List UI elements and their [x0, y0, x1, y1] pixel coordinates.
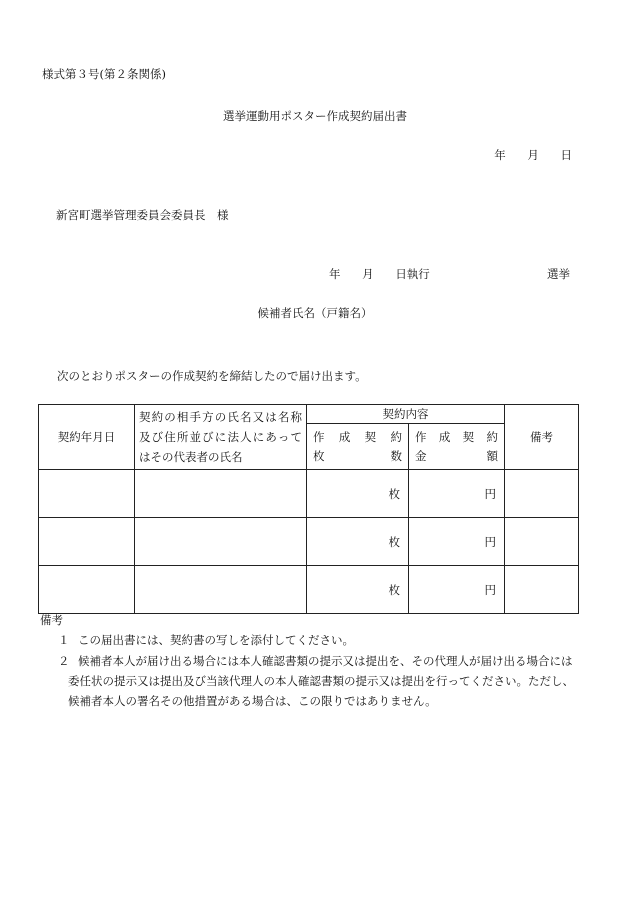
- cell-remarks[interactable]: [505, 470, 579, 518]
- cell-remarks[interactable]: [505, 566, 579, 614]
- table-row: [39, 566, 579, 614]
- election-held-label: 日執行: [395, 267, 430, 281]
- cell-count[interactable]: 枚: [307, 566, 409, 614]
- header-count: [307, 424, 409, 470]
- addressee: 新宮町選挙管理委員会委員長 様: [56, 208, 229, 222]
- remarks-note-2-line-3: 候補者本人の署名その他措置がある場合は、この限りではありません。: [68, 694, 437, 708]
- cell-contract-party[interactable]: [135, 518, 307, 566]
- cell-amount[interactable]: 円: [409, 566, 505, 614]
- cell-amount[interactable]: 円: [409, 470, 505, 518]
- cell-contract-date[interactable]: [39, 470, 135, 518]
- header-amount-char: 額: [486, 448, 498, 463]
- header-count-char: 数: [390, 448, 402, 463]
- cell-contract-party[interactable]: [135, 470, 307, 518]
- note-text: この届出書には、契約書の写しを添付してください。: [78, 633, 354, 647]
- remarks-note-2-line-2: 委任状の提示又は提出及び当該代理人の本人確認書類の提示又は提出を行ってください。ただし、: [68, 674, 574, 688]
- cell-count[interactable]: 枚: [307, 518, 409, 566]
- submission-date: [476, 147, 572, 163]
- header-party-line: 及び住所並びに法人にあって: [139, 430, 302, 444]
- cell-contract-party[interactable]: [135, 566, 307, 614]
- header-count-char: 枚: [313, 448, 325, 463]
- date-day-label: 日: [560, 148, 572, 162]
- remarks-heading: 備考: [40, 613, 63, 627]
- cell-count[interactable]: 枚: [307, 470, 409, 518]
- date-month-label: 月: [527, 148, 539, 162]
- date-year-label: 年: [494, 148, 506, 162]
- note-number: ２: [58, 654, 70, 668]
- header-party-line: 契約の相手方の氏名又は名称: [139, 410, 302, 424]
- header-contract-content: 契約内容: [307, 405, 505, 424]
- candidate-name-label: 候補者氏名（戸籍名）: [257, 306, 373, 320]
- election-suffix: 選挙: [547, 267, 570, 281]
- cell-remarks[interactable]: [505, 518, 579, 566]
- remarks-note-2: [58, 651, 573, 671]
- header-contract-date: 契約年月日: [39, 405, 135, 470]
- header-count-top: 作成契約: [313, 429, 402, 444]
- contract-table: [38, 404, 579, 614]
- cell-amount[interactable]: 円: [409, 518, 505, 566]
- header-party-line: はその代表者の氏名: [139, 450, 243, 464]
- cell-contract-date[interactable]: [39, 566, 135, 614]
- table-row: [39, 518, 579, 566]
- document-title: 選挙運動用ポスター作成契約届出書: [223, 109, 407, 123]
- election-date: [329, 266, 430, 282]
- note-text: 候補者本人が届け出る場合には本人確認書類の提示又は提出を、その代理人が届け出る場合には: [78, 654, 573, 668]
- header-contract-party: [135, 405, 307, 470]
- header-amount-top: 作成契約: [415, 429, 498, 444]
- header-remarks: 備考: [505, 405, 579, 470]
- election-month-label: 月: [362, 267, 374, 281]
- table-row: [39, 470, 579, 518]
- cell-contract-date[interactable]: [39, 518, 135, 566]
- header-amount: [409, 424, 505, 470]
- statement: 次のとおりポスターの作成契約を締結したので届け出ます。: [57, 369, 367, 383]
- form-number: 様式第３号(第２条関係): [42, 67, 166, 81]
- header-amount-char: 金: [415, 448, 427, 463]
- election-year-label: 年: [329, 267, 341, 281]
- note-number: １: [58, 633, 70, 647]
- remarks-note-1: [58, 630, 354, 650]
